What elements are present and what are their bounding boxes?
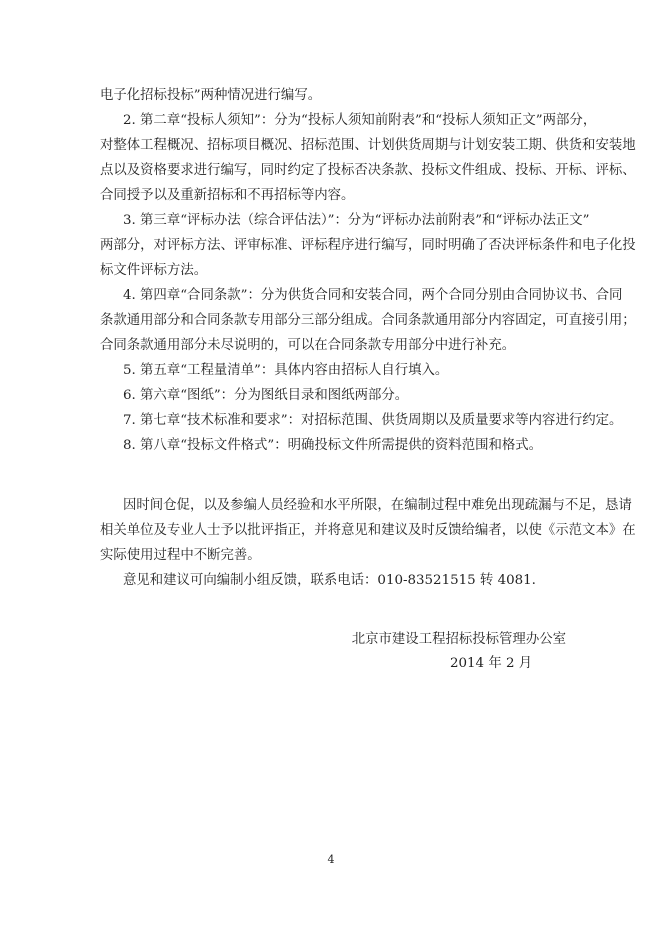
paragraph-line: 4. 第四章“合同条款”：分为供货合同和安装合同，两个合同分别由合同协议书、合同 [123,288,623,303]
signature-organization: 北京市建设工程招标投标管理办公室 [351,632,566,647]
paragraph-line: 点以及资格要求进行编写，同时约定了投标否决条款、投标文件组成、投标、开标、评标、 [100,163,636,178]
signature-date: 2014 年 2 月 [450,656,533,671]
paragraph-line: 5. 第五章“工程量清单”：具体内容由招标人自行填入。 [123,363,449,378]
paragraph-line: 条款通用部分和合同条款专用部分三部分组成。合同条款通用部分内容固定，可直接引用； [100,313,636,328]
paragraph-line: 实际使用过程中不断完善。 [100,548,261,563]
paragraph-line: 6. 第六章“图纸”：分为图纸目录和图纸两部分。 [123,388,409,403]
paragraph-line: 电子化招标投标”两种情况进行编写。 [100,88,322,103]
paragraph-line: 因时间仓促，以及参编人员经验和水平所限，在编制过程中难免出现疏漏与不足，恳请 [123,498,632,513]
paragraph-line: 标文件评标方法。 [100,263,208,278]
paragraph-line: 合同条款通用部分未尽说明的，可以在合同条款专用部分中进行补充。 [100,338,516,353]
paragraph-line: 两部分，对评标方法、评审标准、评标程序进行编写，同时明确了否决评标条件和电子化投 [100,238,636,253]
paragraph-line: 合同授予以及重新招标和不再招标等内容。 [100,188,355,203]
paragraph-line: 7. 第七章“技术标准和要求”：对招标范围、供货周期以及质量要求等内容进行约定。 [123,413,623,428]
paragraph-line: 8. 第八章“投标文件格式”：明确投标文件所需提供的资料范围和格式。 [123,438,543,453]
paragraph-line: 3. 第三章“评标办法（综合评估法）”：分为“评标办法前附表”和“评标办法正文” [123,213,590,228]
page-number: 4 [327,853,335,866]
paragraph-line: 2. 第二章“投标人须知”：分为“投标人须知前附表”和“投标人须知正文”两部分， [123,113,597,128]
paragraph-line: 意见和建议可向编制小组反馈，联系电话：010-83521515 转 4081. [123,573,536,588]
paragraph-line: 相关单位及专业人士予以批评指正，并将意见和建议及时反馈给编者，以使《示范文本》在 [100,523,636,538]
paragraph-line: 对整体工程概况、招标项目概况、招标范围、计划供货周期与计划安装工期、供货和安装地 [100,138,636,153]
